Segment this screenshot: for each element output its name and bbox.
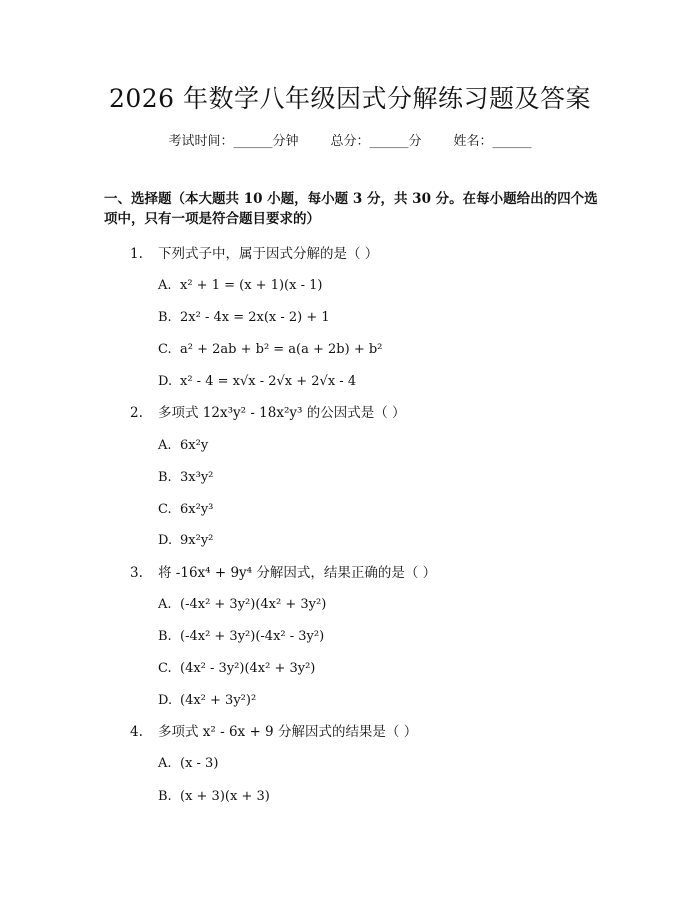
option-text: (4x² - 3y²)(4x² + 3y²) [180, 661, 316, 676]
question-2-option-a [158, 437, 578, 455]
option-text: 3x³y² [180, 470, 214, 485]
question-3-option-c [158, 660, 578, 678]
option-text: (-4x² + 3y²)(4x² + 3y²) [180, 597, 327, 612]
option-text: (x - 3) [180, 756, 219, 771]
option-text: x² - 4 = x√x - 2√x + 2√x - 4 [180, 374, 357, 389]
option-text: (4x² + 3y²)² [180, 693, 257, 708]
student-name-field: 姓名：______ [453, 134, 532, 149]
option-letter: D. [158, 374, 173, 389]
exam-info-row [0, 133, 700, 151]
option-letter: B. [158, 629, 172, 644]
option-text: 6x²y [180, 438, 209, 453]
section-heading-line: 一、选择题（本大题共 10 小题，每小题 3 分，共 30 分。在每小题给出的四个选 [104, 191, 598, 207]
question-number: 4. [130, 724, 143, 740]
question-1-option-c [158, 341, 578, 359]
option-letter: D. [158, 533, 173, 548]
question-1-option-b [158, 309, 578, 327]
question-1 [130, 245, 590, 263]
option-letter: A. [158, 278, 172, 293]
option-letter: C. [158, 502, 172, 517]
question-stem: 将 -16x⁴ + 9y⁴ 分解因式，结果正确的是（ ） [158, 565, 437, 581]
option-text: 9x²y² [180, 533, 214, 548]
question-2 [130, 404, 590, 422]
question-number: 1. [130, 246, 143, 262]
question-stem: 多项式 12x³y² - 18x²y³ 的公因式是（ ） [158, 405, 406, 421]
total-score-field: 总分：______分 [330, 134, 422, 149]
option-letter: A. [158, 438, 172, 453]
question-2-option-c [158, 501, 578, 519]
question-number: 2. [130, 405, 143, 421]
question-3-option-d [158, 692, 578, 710]
page-title: 2026 年数学八年级因式分解练习题及答案 [108, 84, 592, 113]
option-letter: A. [158, 756, 172, 771]
question-number: 3. [130, 565, 143, 581]
question-2-option-d [158, 532, 578, 550]
question-1-option-d [158, 373, 578, 391]
section-heading-multiple-choice [104, 189, 604, 229]
option-text: a² + 2ab + b² = a(a + 2b) + b² [180, 342, 383, 357]
exam-time-field: 考试时间：______分钟 [168, 134, 299, 149]
question-4 [130, 723, 590, 741]
option-text: x² + 1 = (x + 1)(x - 1) [180, 278, 323, 293]
option-text: (-4x² + 3y²)(-4x² - 3y²) [180, 629, 325, 644]
section-heading-line: 项中，只有一项是符合题目要求的） [104, 211, 320, 227]
option-letter: D. [158, 693, 173, 708]
option-letter: C. [158, 661, 172, 676]
question-3-option-b [158, 628, 578, 646]
option-text: 6x²y³ [180, 502, 214, 517]
option-text: 2x² - 4x = 2x(x - 2) + 1 [180, 310, 330, 325]
option-letter: A. [158, 597, 172, 612]
question-stem: 多项式 x² - 6x + 9 分解因式的结果是（ ） [158, 724, 418, 740]
question-stem: 下列式子中，属于因式分解的是（ ） [158, 246, 379, 262]
question-4-option-a [158, 755, 578, 773]
option-letter: B. [158, 470, 172, 485]
question-2-option-b [158, 469, 578, 487]
question-4-option-b [158, 788, 578, 806]
question-1-option-a [158, 277, 578, 295]
question-3-option-a [158, 596, 578, 614]
option-letter: B. [158, 789, 172, 804]
option-letter: C. [158, 342, 172, 357]
option-text: (x + 3)(x + 3) [180, 789, 270, 804]
option-letter: B. [158, 310, 172, 325]
question-3 [130, 564, 590, 582]
